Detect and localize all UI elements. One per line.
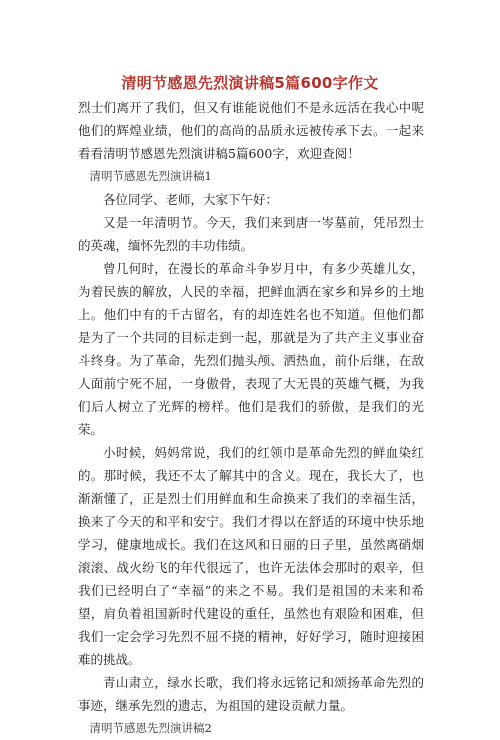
document-title: 清明节感恩先烈演讲稿5篇600字作文 [121,74,379,92]
greeting-paragraph: 各位同学、老师，大家下午好： [103,192,279,207]
body-paragraph: 曾几何时，在漫长的革命斗争岁月中，有多少英雄儿女，为着民族的解放，人民的幸福，把鲜血洒在家乡和异乡的土地上。他们中有的千古留名，有的却连姓名也不知道。但他们都是为了一个共同的目标走到一起，那就是为了共产主义事业奋斗终身。为了革命，先烈们抛头颅、洒热血，前仆后继，在敌人面前宁死不屈，一身傲骨，表现了大无畏的英雄气概，为我们后人树立了光辉的榜样。他们是我们的骄傲，是我们的光荣。 [78,261,424,437]
section-heading-2: 清明节感恩先烈演讲稿2 [89,721,212,735]
section-heading-1: 清明节感恩先烈演讲稿1 [89,169,212,183]
body-paragraph: 青山肃立，绿水长歌，我们将永远铭记和颂扬革命先烈的事迹，继承先烈的遗志，为祖国的建设贡献力量。 [78,675,424,713]
intro-paragraph: 烈士们离开了我们，但又有谁能说他们不是永远活在我心中呢他们的辉煌业绩，他们的高尚的品质永远被传承下去。一起来看看清明节感恩先烈演讲稿5篇600字，欢迎查阅！ [78,100,424,161]
body-paragraph: 又是一年清明节。今天，我们来到唐一岑墓前，凭吊烈士的英魂，缅怀先烈的丰功伟绩。 [78,215,424,253]
body-paragraph: 小时候，妈妈常说，我们的红领巾是革命先烈的鲜血染红的。那时候，我还不太了解其中的含义。现在，我长大了，也渐渐懂了，正是烈士们用鲜血和生命换来了我们的幸福生活，换来了今天的和平和安宁。我们才得以在舒适的环境中快乐地学习，健康地成长。我们在这风和日丽的日子里，虽然离硝烟滚滚、战火纷飞的年代很远了，也许无法体会那时的艰辛，但我们已经明白了“幸福”的来之不易。我们是祖国的未来和希望，肩负着祖国新时代建设的重任，虽然也有艰险和困难，但我们一定会学习先烈不屈不挠的精神，好好学习，随时迎接困难的挑战。 [78,445,424,667]
document-body [78,96,424,740]
